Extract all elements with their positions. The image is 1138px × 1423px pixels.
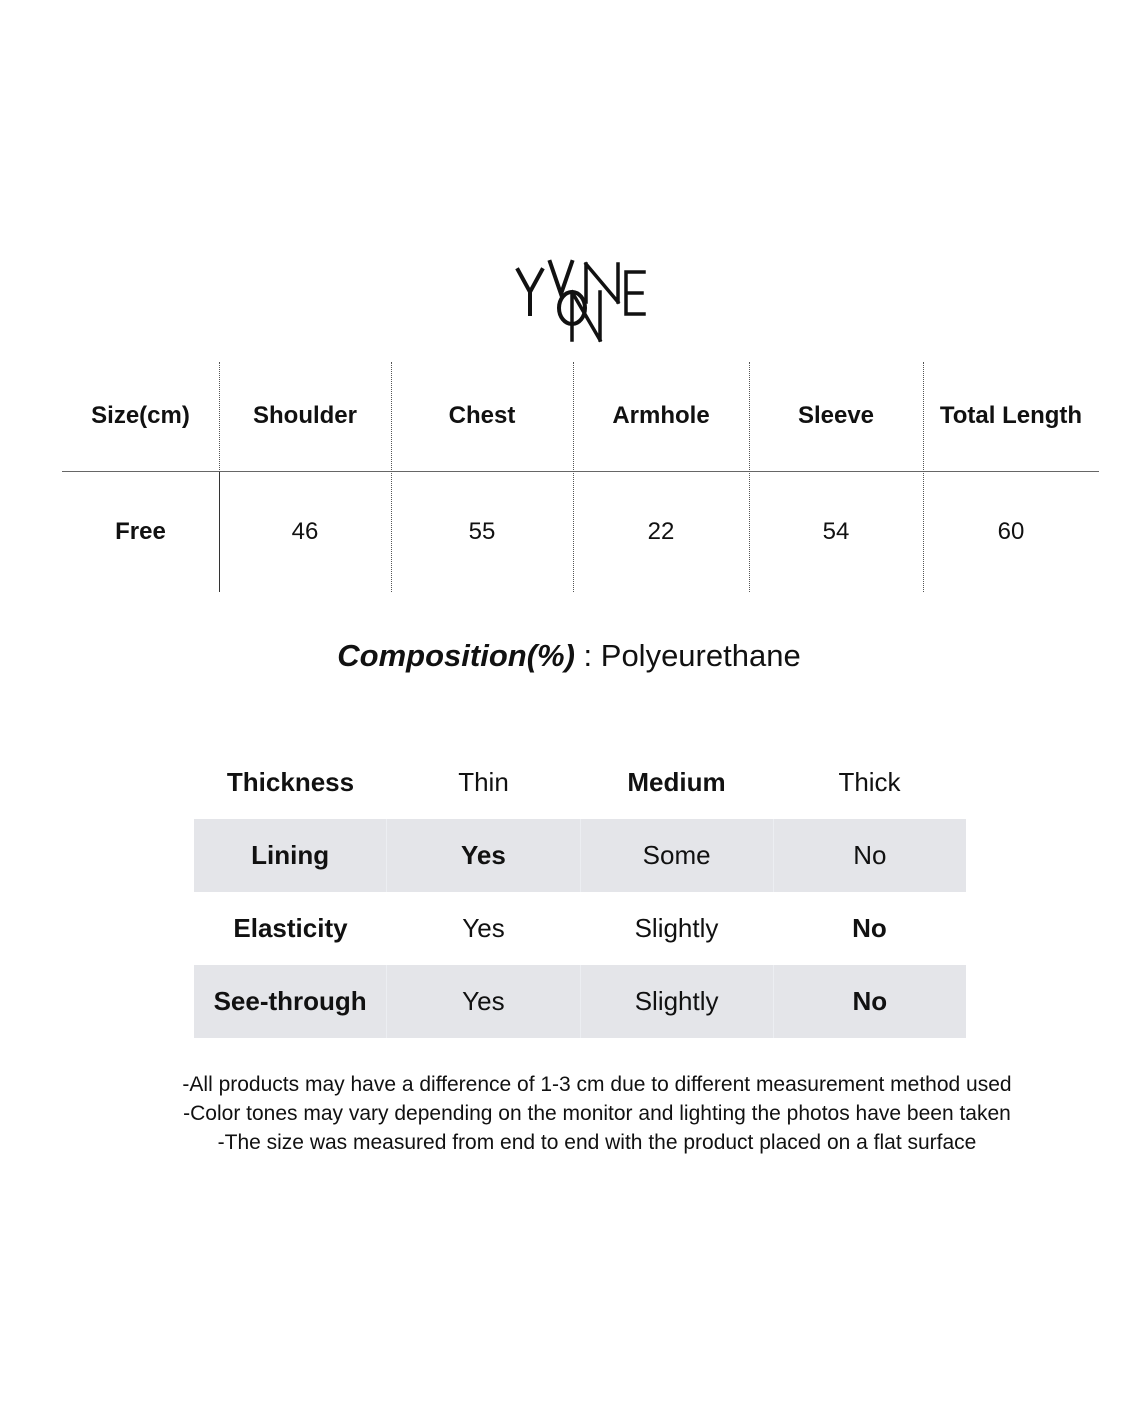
fabric-option: Slightly: [634, 913, 719, 943]
header-size: Size(cm): [91, 402, 190, 429]
value-total-length: 60: [997, 518, 1025, 545]
fabric-option-selected: Medium: [627, 767, 726, 797]
composition-separator: :: [574, 638, 601, 673]
fabric-row-thickness: [194, 746, 966, 819]
chest-column: [391, 362, 573, 592]
fabric-option: No: [773, 819, 966, 892]
value-chest: 55: [468, 518, 496, 545]
header-total-length: Total Length: [939, 402, 1083, 429]
note-line: -Color tones may vary depending on the monitor and lighting the photos have been taken: [183, 1102, 1011, 1125]
fabric-option-selected: No: [773, 965, 966, 1038]
fabric-properties-table: [194, 746, 966, 1038]
fabric-option-selected: No: [852, 913, 887, 943]
shoulder-column: [219, 362, 391, 592]
fabric-option: Yes: [462, 913, 505, 943]
value-shoulder: 46: [291, 518, 319, 545]
fabric-row-label: See-through: [213, 986, 367, 1016]
composition-value: Polyeurethane: [600, 638, 801, 673]
fabric-row-label: Lining: [251, 840, 330, 870]
fabric-option: Some: [580, 819, 773, 892]
size-free: Free: [115, 518, 166, 545]
fabric-row-see-through: [194, 965, 966, 1038]
total-length-column: [923, 362, 1099, 592]
fabric-row-label: Thickness: [226, 767, 355, 797]
fabric-option: Yes: [386, 965, 579, 1038]
fabric-option: Thick: [838, 767, 901, 797]
brand-logo: [514, 258, 648, 344]
fabric-row-lining: [194, 819, 966, 892]
fabric-option: Slightly: [580, 965, 773, 1038]
armhole-column: [573, 362, 749, 592]
size-table: [62, 362, 1099, 592]
disclaimer-notes: [0, 1070, 1138, 1157]
fabric-option: Thin: [458, 767, 509, 797]
value-sleeve: 54: [822, 518, 850, 545]
header-sleeve: Sleeve: [797, 402, 875, 429]
note-line: -All products may have a difference of 1-3 cm due to different measurement method used: [182, 1073, 1012, 1096]
header-armhole: Armhole: [612, 402, 710, 429]
composition-label: Composition(%): [337, 638, 575, 673]
header-chest: Chest: [448, 402, 516, 429]
header-shoulder: Shoulder: [252, 402, 357, 429]
size-column: [62, 362, 219, 592]
fabric-option-selected: Yes: [386, 819, 579, 892]
fabric-row-elasticity: [194, 892, 966, 965]
note-line: -The size was measured from end to end with the product placed on a flat surface: [217, 1131, 977, 1154]
sleeve-column: [749, 362, 923, 592]
fabric-row-label: Elasticity: [233, 913, 348, 943]
composition-line: [0, 638, 1138, 674]
value-armhole: 22: [647, 518, 675, 545]
